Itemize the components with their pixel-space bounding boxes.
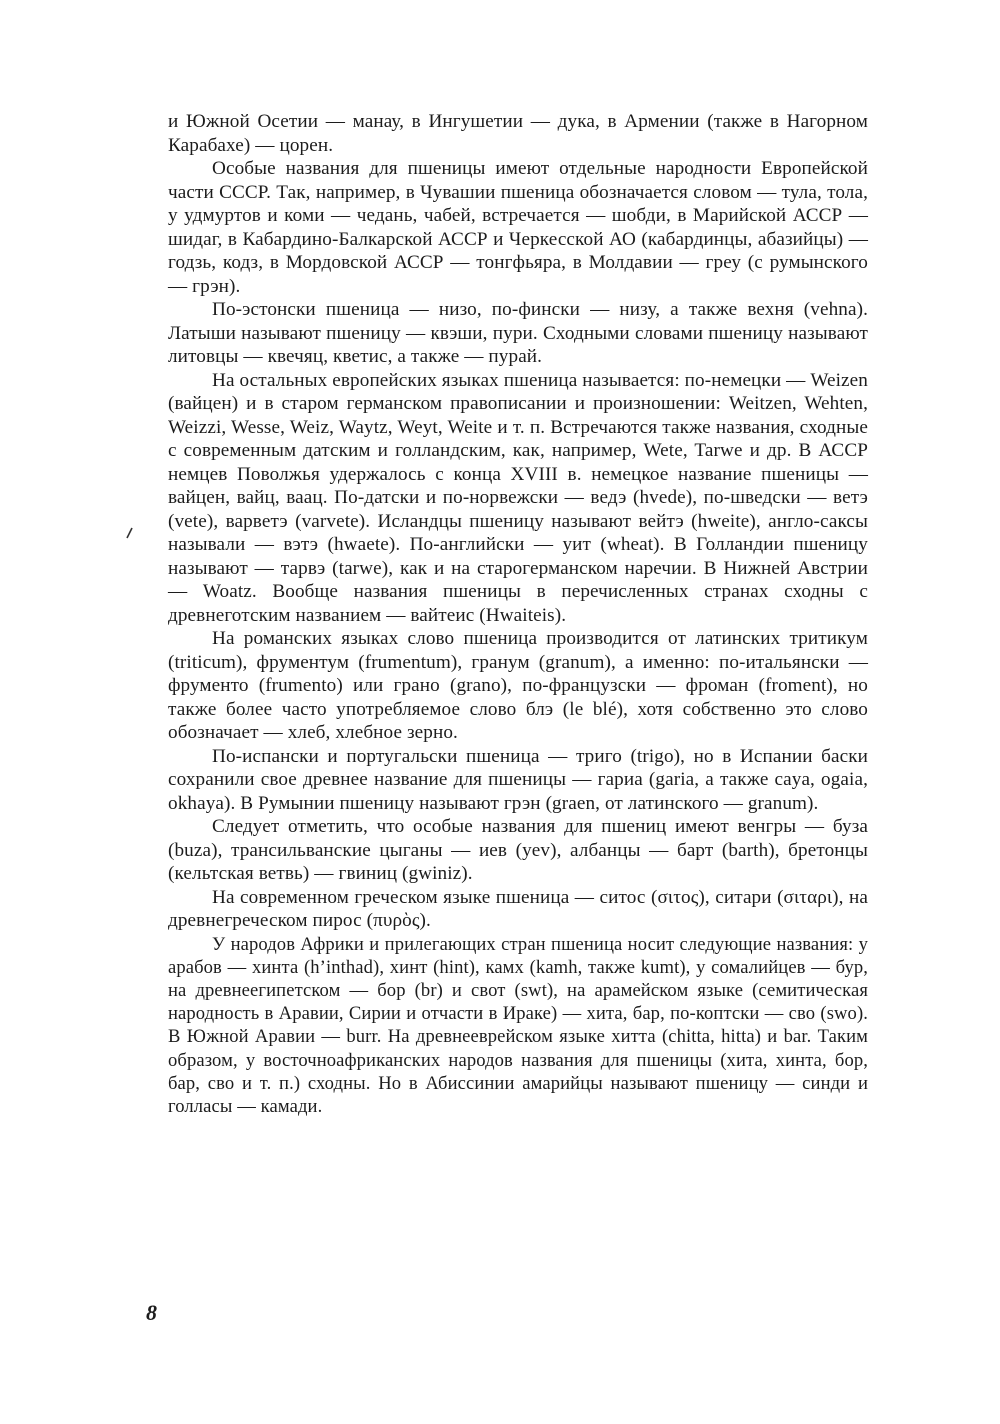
- document-body: [168, 110, 868, 1118]
- paragraph-africa: У народов Африки и прилегающих стран пшеница носит следующие названия: у арабов — хинта (h’inthad), хинт (hint), камх (kamh, также kumt), у сомалийцев — бур, на древнеегипетском — бор (br) и свот (swt), на арамейском языке (семитическая народность в Аравии, Сирии и отчасти в Ираке) — хита, бар, по-коптски — сво (swo). В Южной Аравии — burr. На древнееврейском языке хитта (chitta, hitta) и bar. Таким образом, у восточноафриканских народов названия для пшеницы (хита, хинта, бор, бар, сво и т. п.) сходны. Но в Абиссинии амарийцы называют пшеницу — синди и голласы — камади.: [168, 933, 868, 1117]
- paragraph-baltic: По-эстонски пшеница — низо, по-фински — низу, а также вехня (vehna). Латыши называют пшеницу — квэши, пури. Сходными словами пшеницу называют литовцы — квечяц, кветис, а также — пурай.: [168, 299, 868, 367]
- paragraph-germanic: На остальных европейских языках пшеница называется: по-немецки — Weizen (вайцен) и в старом германском правописании и произношении: Weitzen, Wehten, Weizzi, Wesse, Weiz, Waytz, Weyt, Weite и т. п. Встречаются также названия, сходные с современным датским и голландским, как, например, Wete, Tarwe и др. В АССР немцев Поволжья удержалось с конца XVIII в. немецкое название пшеницы — вайцен, вайц, ваац. По-датски и по-норвежски — ведэ (hvede), по-шведски — ветэ (vete), варветэ (varvete). Исландцы пшеницу называют вейтэ (hweite), англо-саксы называли — вэтэ (hwaete). По-английски — уит (wheat). В Голландии пшеницу называют — тарвэ (tarwe), как и на старогерманском наречии. В Нижней Австрии — Woatz. Вообще названия пшеницы в перечисленных странах сходны с древнеготским названием — вайтеис (Hwaiteis).: [168, 369, 868, 626]
- pencil-mark-icon: [124, 526, 134, 540]
- paragraph-hungarian-others: Следует отметить, что особые названия для пшениц имеют венгры — буза (buza), трансильванские цыганы — иев (yev), албанцы — барт (barth), бретонцы (кельтская ветвь) — гвиниц (gwiniz).: [168, 816, 868, 884]
- paragraph-romance: На романских языках слово пшеница производится от латинских тритикум (triticum), фрументум (frumentum), гранум (granum), а именно: по-итальянски — фрументо (frumento) или грано (grano), по-французски — фроман (froment), но также более часто употребляемое слово блэ (le blé), хотя собственно это слово обозначает — хлеб, хлебное зерно.: [168, 628, 868, 743]
- paragraph-greek: На современном греческом языке пшеница — ситос (σιτος), ситари (σιταρι), на древнегреческом пирос (πυρὸς).: [168, 886, 868, 931]
- margin-tick-mark: [124, 526, 134, 545]
- paragraph-ossetia: и Южной Осетии — манау, в Ингушетии — дука, в Армении (также в Нагорном Карабахе) — цорен.: [168, 111, 868, 156]
- paragraph-ussr-peoples: Особые названия для пшеницы имеют отдельные народности Европейской части СССР. Так, например, в Чувашии пшеница обозначается словом — тула, тола, у удмуртов и коми — чедань, чабей, встречается — шобди, в Марийской АССР — шидаг, в Кабардино-Балкарской АССР и Черкесской АО (кабардинцы, абазийцы) — годзь, кодз, в Мордовской АССР — тонгфьяра, в Молдавии — греу (с румынского — грэн).: [168, 158, 868, 297]
- paragraph-iberian: По-испански и португальски пшеница — триго (trigo), но в Испании баски сохранили свое древнее название для пшеницы — гариа (garia, а также caya, ogaia, okhaya). В Румынии пшеницу называют грэн (graen, от латинского — granum).: [168, 745, 868, 814]
- page-number: 8: [146, 1300, 157, 1325]
